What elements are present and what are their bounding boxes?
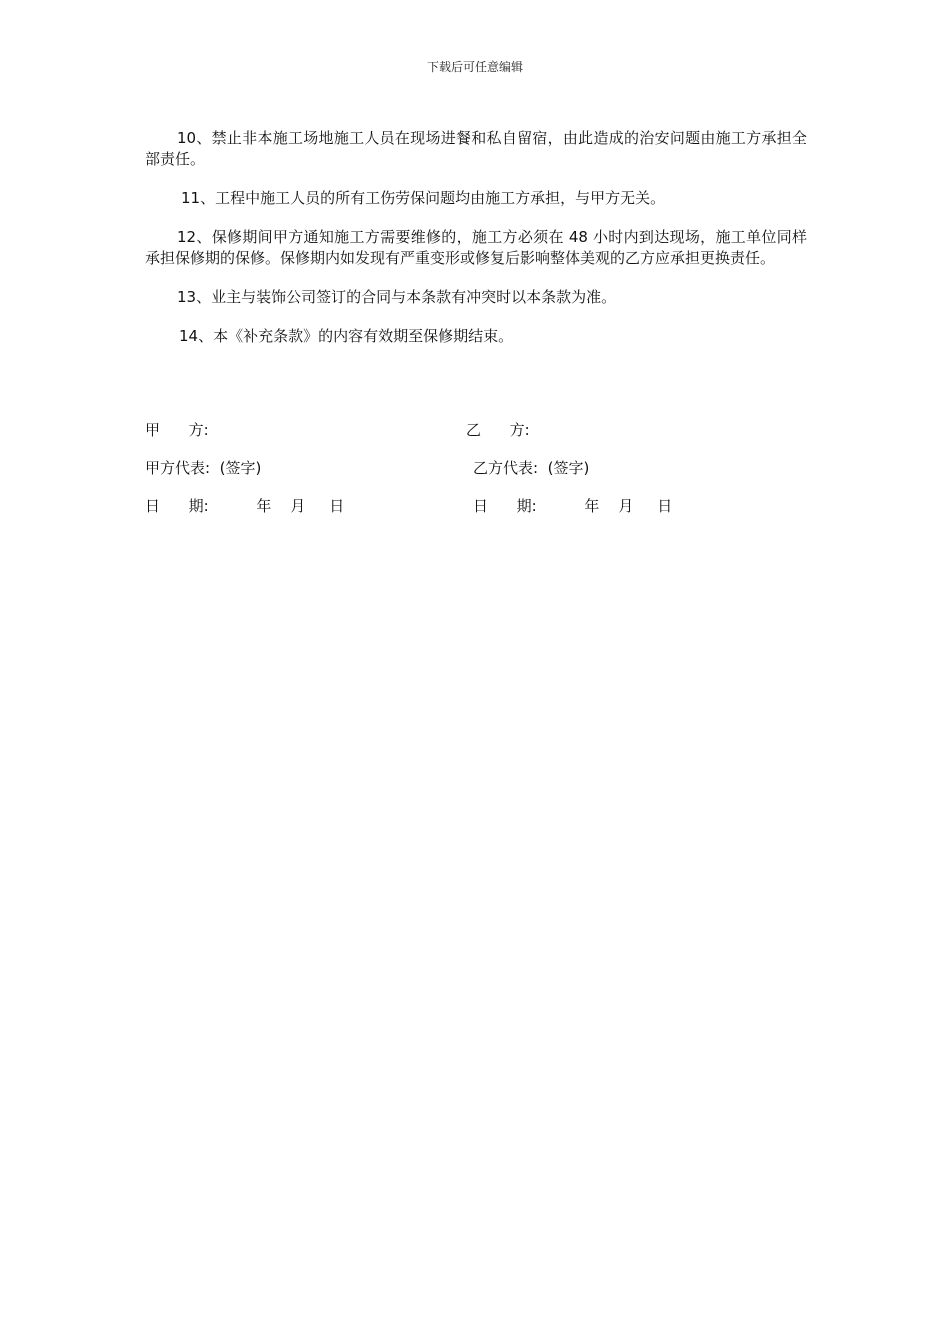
clause-11: 11、工程中施工人员的所有工伤劳保问题均由施工方承担，与甲方无关。	[181, 189, 666, 207]
date-row	[145, 496, 807, 534]
party-b-date: 日 期: 年 月 日	[473, 497, 673, 515]
party-b-representative: 乙方代表: (签字)	[473, 459, 590, 477]
clause-13: 13、业主与装饰公司签订的合同与本条款有冲突时以本条款为准。	[177, 288, 617, 306]
clause-list	[145, 128, 807, 365]
clause-10: 10、禁止非本施工场地施工人员在现场进餐和私自留宿，由此造成的治安问题由施工方承担全部责任。	[145, 129, 807, 168]
representative-row	[145, 458, 807, 496]
party-b-label: 乙 方:	[466, 421, 530, 439]
party-a-representative: 甲方代表: (签字)	[145, 459, 262, 477]
page-header-note: 下载后可任意编辑	[426, 60, 523, 74]
party-a-date: 日 期: 年 月 日	[145, 497, 345, 515]
clause-14: 14、本《补充条款》的内容有效期至保修期结束。	[179, 327, 514, 345]
party-row	[145, 420, 807, 458]
clause-12: 12、保修期间甲方通知施工方需要维修的，施工方必须在 48 小时内到达现场，施工单位同样承担保修期的保修。保修期内如发现有严重变形或修复后影响整体美观的乙方应承担更换责任。	[145, 228, 807, 267]
party-a-label: 甲 方:	[145, 421, 209, 439]
signature-block	[145, 420, 807, 534]
